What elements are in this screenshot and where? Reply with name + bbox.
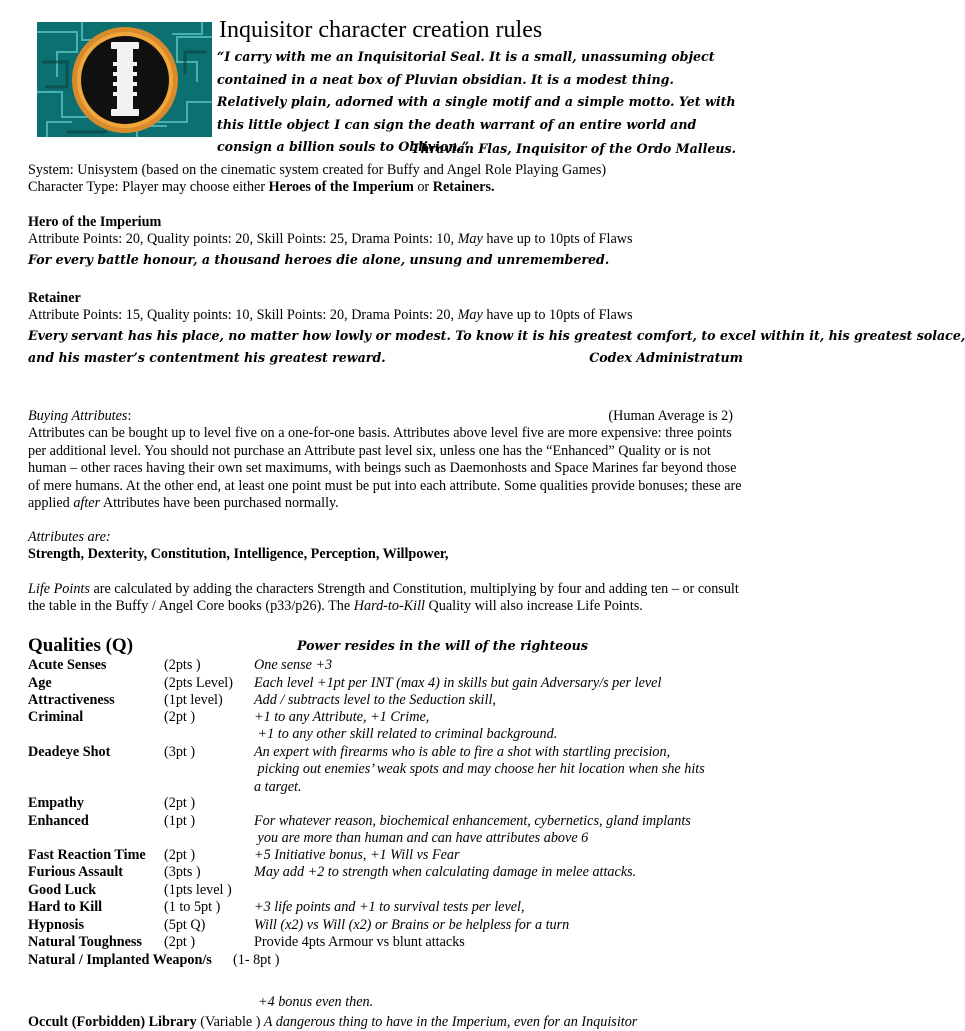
life-points-section xyxy=(28,581,743,616)
quality-cost: (1pt level) xyxy=(164,692,223,708)
buying-attributes-paragraph xyxy=(28,425,743,512)
quality-cost: (2pt ) xyxy=(164,847,196,863)
quality-cost: (2pts Level) xyxy=(164,675,233,691)
quality-description xyxy=(254,675,744,692)
occult-library-desc: A dangerous thing to have in the Imperium, even for an Inquisitor xyxy=(260,1014,638,1030)
attributes-label: Attributes are: xyxy=(28,529,111,545)
qualities-heading: Qualities (Q) xyxy=(28,635,134,656)
quality-name: Hypnosis xyxy=(28,917,84,933)
retainer-stats xyxy=(28,307,743,324)
quality-cost: (1 to 5pt ) xyxy=(164,899,221,915)
quality-description xyxy=(254,899,744,916)
quality-description-line: +3 life points and +1 to survival tests per level, xyxy=(254,899,525,915)
quality-description-line: picking out enemies’ weak spots and may choose her hit location when she hits xyxy=(254,761,705,778)
retainer-lore-source: Codex Administratum xyxy=(589,349,743,365)
inquisition-logo xyxy=(37,22,212,137)
quality-description-line: An expert with firearms who is able to fire a shot with startling precision, xyxy=(254,744,671,760)
quality-description-line: a target. xyxy=(254,778,302,795)
occult-library-name: Occult (Forbidden) Library xyxy=(28,1014,197,1030)
quality-cost: (3pt ) xyxy=(164,744,196,760)
quality-description xyxy=(254,692,744,709)
quality-cost: (5pt Q) xyxy=(164,917,206,933)
quality-description-line: For whatever reason, biochemical enhancement, cybernetics, gland implants xyxy=(254,813,691,829)
hero-stats xyxy=(28,231,743,248)
life-points-paragraph xyxy=(28,581,743,616)
buying-attributes-colon: : xyxy=(127,408,132,424)
cut-fragment: +4 bonus even then. xyxy=(258,994,374,1010)
quality-description xyxy=(254,744,744,796)
character-type-prefix: Character Type: Player may choose either xyxy=(28,179,269,196)
quality-name: Natural Toughness xyxy=(28,934,142,950)
quality-cost: (3pts ) xyxy=(164,864,201,880)
quality-name: Good Luck xyxy=(28,882,97,898)
hero-flaws: have up to 10pts of Flaws xyxy=(482,231,633,248)
quality-cost: (2pt ) xyxy=(164,795,196,811)
quality-name: Furious Assault xyxy=(28,864,124,880)
epigraph-attribution: Thravian Flas, Inquisitor of the Ordo Malleus. xyxy=(411,141,736,156)
retainer-stats-text: Attribute Points: 15, Quality points: 10, Skill Points: 20, Drama Points: 20, xyxy=(28,307,458,324)
attributes-list: Strength, Dexterity, Constitution, Intelligence, Perception, Willpower, xyxy=(28,546,449,563)
character-type-line xyxy=(28,179,743,196)
quality-description-line: +1 to any Attribute, +1 Crime, xyxy=(254,709,430,725)
quality-name: Age xyxy=(28,675,52,691)
character-type-option-retainers: Retainers. xyxy=(432,179,495,196)
quality-description xyxy=(254,847,744,864)
hero-lore-quote: For every battle honour, a thousand heroes die alone, unsung and unremembered. xyxy=(28,251,610,267)
quality-name: Hard to Kill xyxy=(28,899,103,915)
attributes-section xyxy=(28,529,743,564)
quality-cost: (1- 8pt ) xyxy=(233,952,280,968)
quality-description-line: May add +2 to strength when calculating damage in melee attacks. xyxy=(254,864,637,880)
occult-library-cost: (Variable ) xyxy=(196,1014,261,1030)
quality-cost: (2pt ) xyxy=(164,709,196,725)
quality-cost: (1pt ) xyxy=(164,813,196,829)
hero-stats-text: Attribute Points: 20, Quality points: 20, Skill Points: 25, Drama Points: 10, xyxy=(28,231,458,248)
quality-name: Deadeye Shot xyxy=(28,744,111,760)
quality-description-line: Provide 4pts Armour vs blunt attacks xyxy=(254,934,465,950)
quality-description-line: Each level +1pt per INT (max 4) in skills but gain Adversary/s per level xyxy=(254,675,662,691)
quality-description xyxy=(254,657,744,674)
quality-name: Acute Senses xyxy=(28,657,107,673)
intro-section xyxy=(28,162,743,197)
system-line: System: Unisystem (based on the cinematic system created for Buffy and Angel Role Playing Games) xyxy=(28,162,607,178)
human-average-note: (Human Average is 2) xyxy=(608,408,733,424)
quality-description xyxy=(254,864,744,881)
quality-description-line: One sense +3 xyxy=(254,657,333,673)
quality-description-line: Will (x2) vs Will (x2) or Brains or be helpless for a turn xyxy=(254,917,570,933)
page-title: Inquisitor character creation rules xyxy=(219,17,543,43)
quality-cost: (2pts ) xyxy=(164,657,201,673)
buying-attributes-label: Buying Attributes xyxy=(28,408,128,424)
retainer-lore-quote: Every servant has his place, no matter how lowly or modest. To know it is his greatest comfort, to excel within it, his greatest solace, xyxy=(28,327,965,343)
quality-description xyxy=(254,934,744,951)
quality-name: Fast Reaction Time xyxy=(28,847,146,863)
quality-description xyxy=(254,917,744,934)
hero-heading: Hero of the Imperium xyxy=(28,214,162,230)
quality-description-line: +5 Initiative bonus, +1 Will vs Fear xyxy=(254,847,460,863)
buying-attributes-label-wrap xyxy=(28,408,131,425)
hero-section xyxy=(28,214,743,271)
inquisition-seal-icon xyxy=(37,22,212,137)
quality-description xyxy=(254,813,744,848)
buying-paragraph-after: after xyxy=(73,495,101,512)
character-type-option-heroes: Heroes of the Imperium xyxy=(268,179,414,196)
hero-may: May xyxy=(457,231,483,248)
life-points-term: Life Points xyxy=(28,581,90,597)
quality-name: Criminal xyxy=(28,709,84,725)
qualities-tagline: Power resides in the will of the righteous xyxy=(297,638,588,653)
quality-description-line: +1 to any other skill related to criminal background. xyxy=(254,726,558,743)
occult-library-row xyxy=(28,1014,743,1031)
quality-name: Empathy xyxy=(28,795,84,811)
retainer-flaws: have up to 10pts of Flaws xyxy=(482,307,633,324)
quality-name: Attractiveness xyxy=(28,692,115,708)
buying-paragraph-end: Attributes have been purchased normally. xyxy=(100,495,339,512)
quality-description-line: you are more than human and can have attributes above 6 xyxy=(254,830,589,847)
quality-cost: (1pts level ) xyxy=(164,882,232,898)
retainer-lore-quote-end xyxy=(28,347,743,369)
quality-description xyxy=(254,709,744,744)
retainer-lore-line2: and his master’s contentment his greatest reward. xyxy=(28,349,386,365)
epigraph-quote: “I carry with me an Inquisitorial Seal. It is a small, unassuming object contained in a neat box of Pluvian obsidian. It is a modest thing. Relatively plain, adorned with a single motif and a simple motto. Yet with this little object I can sign the death warrant of an entire world and consign a billion souls to Oblivion.” xyxy=(217,49,736,154)
retainer-may: May xyxy=(457,307,483,324)
quality-name: Natural / Implanted Weapon/s xyxy=(28,952,212,968)
buying-attributes-section xyxy=(28,408,743,512)
retainer-heading: Retainer xyxy=(28,290,81,306)
retainer-section xyxy=(28,290,965,369)
hard-to-kill-term: Hard-to-Kill xyxy=(353,598,425,615)
quality-name: Enhanced xyxy=(28,813,89,829)
buying-paragraph-text: Attributes can be bought up to level five on a one-for-one basis. Attributes above level five are more expensive: three points per additional level. You should not purchase an Attribute past level six, unless one has the “Enhanced” Quality or is not human – other races having their own set maximums, with beings such as Daemonhosts and Space Marines far beyond those of mere humans. At the other end, at least one point must be put into each attribute. Some qualities provide bonuses; these are applied xyxy=(28,425,742,512)
life-points-text: are calculated by adding the characters Strength and Constitution, multiplying by four and adding ten – or consult the table in the Buffy / Angel Core books (p33/p26). The xyxy=(28,581,739,615)
quality-cost: (2pt ) xyxy=(164,934,196,950)
buying-attributes-header xyxy=(28,408,743,425)
life-points-text-end: Quality will also increase Life Points. xyxy=(424,598,643,615)
character-type-or: or xyxy=(413,179,433,196)
quality-description-line: Add / subtracts level to the Seduction skill, xyxy=(254,692,496,708)
